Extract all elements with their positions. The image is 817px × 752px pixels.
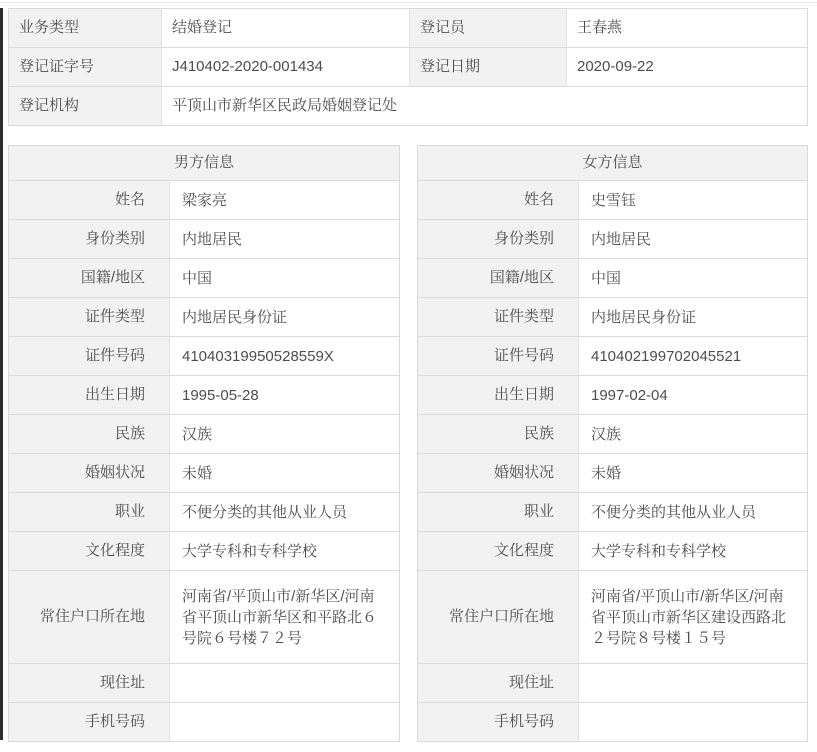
field-label: 民族 (418, 415, 578, 453)
female-row-marital-status (418, 453, 807, 492)
male-row-marital-status (9, 453, 399, 492)
male-row-household-address (9, 570, 399, 663)
field-value (578, 703, 807, 741)
field-label: 文化程度 (9, 532, 169, 570)
female-info-header-row (418, 146, 807, 180)
field-label: 婚姻状况 (9, 454, 169, 492)
field-label: 常住户口所在地 (9, 571, 169, 663)
registration-summary-table (8, 8, 808, 126)
female-row-name (418, 180, 807, 219)
summary-row-cert-no (9, 47, 807, 86)
female-row-birth-date (418, 375, 807, 414)
field-label: 文化程度 (418, 532, 578, 570)
male-row-id-number (9, 336, 399, 375)
cert-no-value: J410402-2020-001434 (161, 48, 409, 86)
field-label: 国籍/地区 (9, 259, 169, 297)
female-row-mobile (418, 702, 807, 741)
field-value: 内地居民身份证 (169, 298, 399, 336)
reg-org-value: 平顶山市新华区民政局婚姻登记处 (161, 87, 807, 125)
field-label: 职业 (418, 493, 578, 531)
field-value: 未婚 (578, 454, 807, 492)
field-value: 410402199702045521 (578, 337, 807, 375)
field-value: 大学专科和专科学校 (578, 532, 807, 570)
field-label: 常住户口所在地 (418, 571, 578, 663)
business-type-label: 业务类型 (9, 9, 161, 47)
field-value: 内地居民 (578, 220, 807, 258)
field-value: 内地居民身份证 (578, 298, 807, 336)
male-row-identity-type (9, 219, 399, 258)
female-row-education (418, 531, 807, 570)
field-value: 汉族 (578, 415, 807, 453)
male-info-header-row (9, 146, 399, 180)
field-label: 现住址 (418, 664, 578, 702)
male-row-ethnicity (9, 414, 399, 453)
registrar-label: 登记员 (409, 9, 566, 47)
field-value: 河南省/平顶山市/新华区/河南省平顶山市新华区和平路北６号院６号楼７２号 (169, 571, 399, 663)
field-label: 姓名 (9, 181, 169, 219)
reg-org-label: 登记机构 (9, 87, 161, 125)
field-label: 证件号码 (9, 337, 169, 375)
field-label: 身份类别 (418, 220, 578, 258)
female-row-household-address (418, 570, 807, 663)
top-hairline-divider (0, 2, 817, 3)
field-label: 证件类型 (9, 298, 169, 336)
female-row-occupation (418, 492, 807, 531)
field-value: 中国 (169, 259, 399, 297)
female-row-nationality (418, 258, 807, 297)
female-info-table (417, 145, 808, 742)
female-row-id-type (418, 297, 807, 336)
field-value: 内地居民 (169, 220, 399, 258)
field-value (169, 703, 399, 741)
field-value: 河南省/平顶山市/新华区/河南省平顶山市新华区建设西路北２号院８号楼１５号 (578, 571, 807, 663)
field-label: 职业 (9, 493, 169, 531)
field-label: 现住址 (9, 664, 169, 702)
left-edge-strip (0, 8, 3, 740)
field-value: 不便分类的其他从业人员 (578, 493, 807, 531)
male-row-birth-date (9, 375, 399, 414)
field-label: 证件号码 (418, 337, 578, 375)
field-label: 姓名 (418, 181, 578, 219)
field-value: 中国 (578, 259, 807, 297)
field-label: 婚姻状况 (418, 454, 578, 492)
registrar-value: 王春燕 (566, 9, 807, 47)
field-value: 41040319950528559X (169, 337, 399, 375)
field-label: 证件类型 (418, 298, 578, 336)
female-row-ethnicity (418, 414, 807, 453)
field-value: 史雪钰 (578, 181, 807, 219)
field-value: 梁家亮 (169, 181, 399, 219)
male-info-table (8, 145, 400, 742)
field-label: 身份类别 (9, 220, 169, 258)
field-label: 民族 (9, 415, 169, 453)
male-row-nationality (9, 258, 399, 297)
field-value: 1997-02-04 (578, 376, 807, 414)
field-label: 出生日期 (418, 376, 578, 414)
field-value: 大学专科和专科学校 (169, 532, 399, 570)
field-value (578, 664, 807, 702)
field-label: 手机号码 (418, 703, 578, 741)
summary-row-reg-org (9, 86, 807, 125)
male-row-education (9, 531, 399, 570)
female-row-id-number (418, 336, 807, 375)
male-row-name (9, 180, 399, 219)
reg-date-label: 登记日期 (409, 48, 566, 86)
field-value (169, 664, 399, 702)
male-row-current-address (9, 663, 399, 702)
male-row-id-type (9, 297, 399, 336)
field-value: 1995-05-28 (169, 376, 399, 414)
field-label: 手机号码 (9, 703, 169, 741)
business-type-value: 结婚登记 (161, 9, 409, 47)
field-value: 汉族 (169, 415, 399, 453)
reg-date-value: 2020-09-22 (566, 48, 807, 86)
male-row-occupation (9, 492, 399, 531)
field-label: 国籍/地区 (418, 259, 578, 297)
summary-row-business-type (9, 9, 807, 47)
field-value: 未婚 (169, 454, 399, 492)
male-info-header: 男方信息 (9, 146, 399, 180)
male-row-mobile (9, 702, 399, 741)
female-row-identity-type (418, 219, 807, 258)
female-row-current-address (418, 663, 807, 702)
field-value: 不便分类的其他从业人员 (169, 493, 399, 531)
female-info-header: 女方信息 (418, 146, 807, 180)
field-label: 出生日期 (9, 376, 169, 414)
cert-no-label: 登记证字号 (9, 48, 161, 86)
